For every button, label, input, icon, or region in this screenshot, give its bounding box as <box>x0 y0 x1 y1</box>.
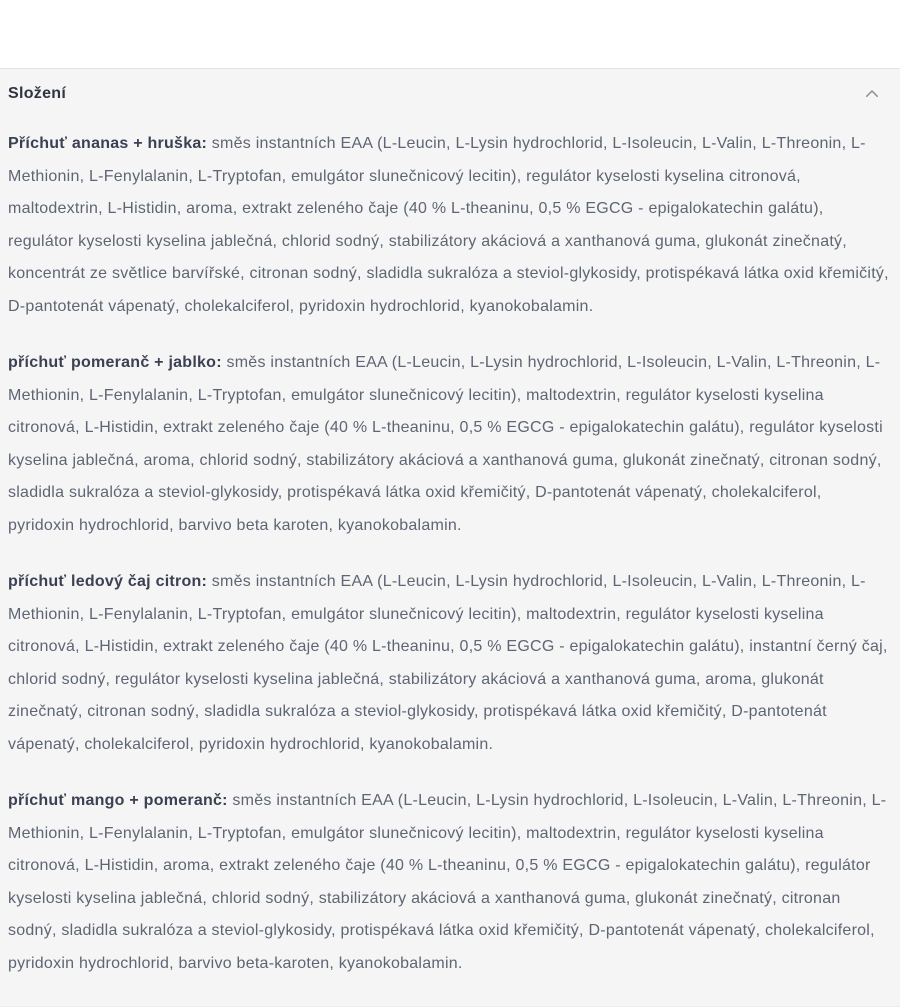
accordion-header-slozeni[interactable] <box>0 69 900 104</box>
flavor-label: příchuť pomeranč + jablko: <box>8 354 222 371</box>
ingredient-text: směs instantních EAA (L-Leucin, L-Lysin hydrochlorid, L-Isoleucin, L-Valin, L-Threonin, L-Methionin, L-Fenylalanin, L-Tryptofan, emulgátor slunečnicový lecitin), maltodextrin, regulátor kyselosti kyselina citronová, L-Histidin, extrakt zeleného čaje (40 % L-theaninu, 0,5 % EGCG - epigalokatechin galátu), regulátor kyselosti kyselina jablečná, aroma, chlorid sodný, stabilizátory akáciová a xanthanová guma, glukonát zinečnatý, citronan sodný, sladidla sukralóza a steviol-glykosidy, protispékavá látka oxid křemičitý, D-pantotenát vápenatý, cholekalciferol, pyridoxin hydrochlorid, barvivo beta karoten, kyanokobalamin. <box>8 354 883 534</box>
ingredient-paragraph <box>8 785 890 980</box>
flavor-label: příchuť mango + pomeranč: <box>8 792 228 809</box>
flavor-label: Příchuť ananas + hruška: <box>8 135 208 152</box>
ingredients-accordion <box>0 68 900 1007</box>
flavor-label: příchuť ledový čaj citron: <box>8 573 208 590</box>
ingredient-text: směs instantních EAA (L-Leucin, L-Lysin hydrochlorid, L-Isoleucin, L-Valin, L-Threonin, L-Methionin, L-Fenylalanin, L-Tryptofan, emulgátor slunečnicový lecitin), regulátor kyselosti kyselina citronová, maltodextrin, L-Histidin, aroma, extrakt zeleného čaje (40 % L-theaninu, 0,5 % EGCG - epigalokatechin galátu), regulátor kyselosti kyselina jablečná, chlorid sodný, stabilizátory akáciová a xanthanová guma, glukonát zinečnatý, koncentrát ze světlice barvířské, citronan sodný, sladidla sukralóza a steviol-glykosidy, protispékavá látka oxid křemičitý, D-pantotenát vápenatý, cholekalciferol, pyridoxin hydrochlorid, kyanokobalamin. <box>8 135 889 315</box>
ingredients-list <box>8 128 890 980</box>
accordion-title: Složení <box>8 85 67 102</box>
ingredient-paragraph <box>8 566 890 761</box>
chevron-up-icon[interactable] <box>862 84 882 104</box>
ingredient-text: směs instantních EAA (L-Leucin, L-Lysin hydrochlorid, L-Isoleucin, L-Valin, L-Threonin, L-Methionin, L-Fenylalanin, L-Tryptofan, emulgátor slunečnicový lecitin), maltodextrin, regulátor kyselosti kyselina citronová, L-Histidin, aroma, extrakt zeleného čaje (40 % L-theaninu, 0,5 % EGCG - epigalokatechin galátu), regulátor kyselosti kyselina jablečná, chlorid sodný, stabilizátory akáciová a xanthanová guma, glukonát zinečnatý, citronan sodný, sladidla sukralóza a steviol-glykosidy, protispékavá látka oxid křemičitý, D-pantotenát vápenatý, cholekalciferol, pyridoxin hydrochlorid, barvivo beta-karoten, kyanokobalamin. <box>8 792 887 972</box>
ingredient-paragraph <box>8 128 890 323</box>
ingredient-paragraph <box>8 347 890 542</box>
ingredient-text: směs instantních EAA (L-Leucin, L-Lysin hydrochlorid, L-Isoleucin, L-Valin, L-Threonin, L-Methionin, L-Fenylalanin, L-Tryptofan, emulgátor slunečnicový lecitin), maltodextrin, regulátor kyselosti kyselina citronová, L-Histidin, extrakt zeleného čaje (40 % L-theaninu, 0,5 % EGCG - epigalokatechin galátu), instantní černý čaj, chlorid sodný, regulátor kyselosti kyselina jablečná, stabilizátory akáciová a xanthanová guma, aroma, glukonát zinečnatý, citronan sodný, sladidla sukralóza a steviol-glykosidy, protispékavá látka oxid křemičitý, D-pantotenát vápenatý, cholekalciferol, pyridoxin hydrochlorid, kyanokobalamin. <box>8 573 888 753</box>
accordion-body <box>0 104 900 980</box>
